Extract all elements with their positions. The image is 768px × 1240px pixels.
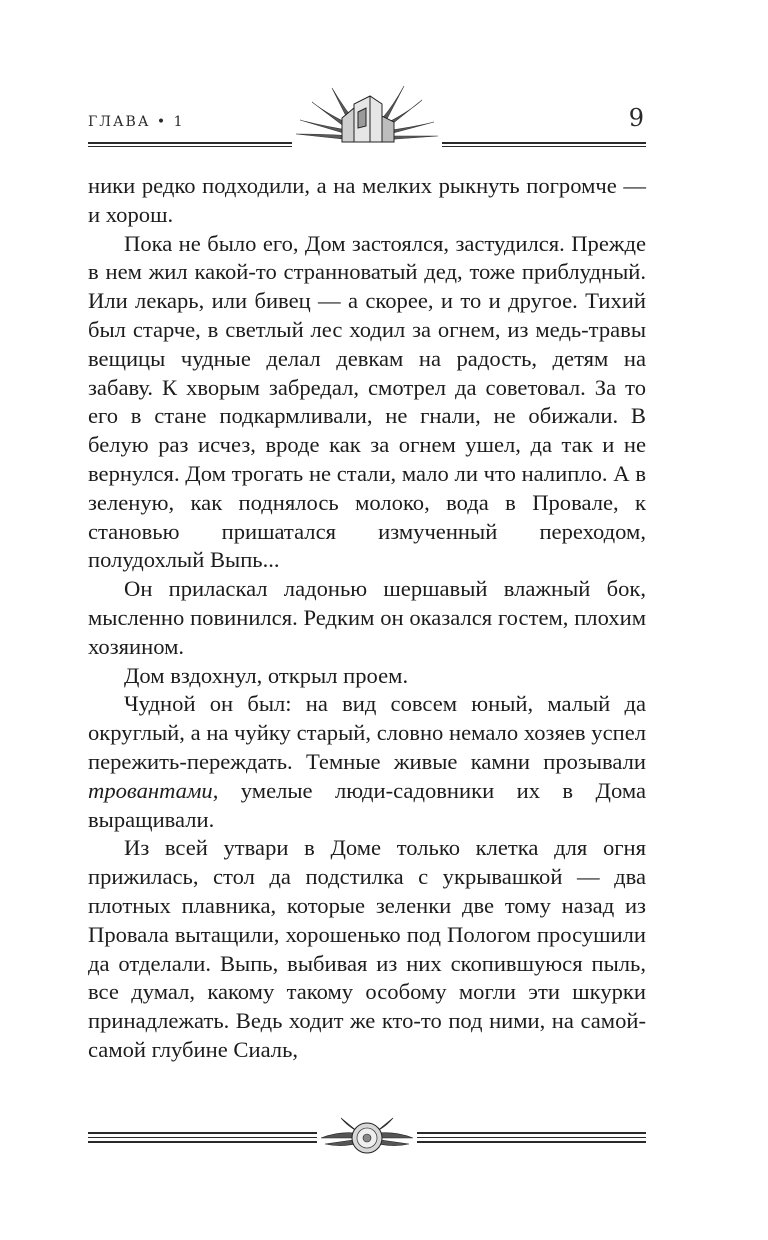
paragraph: ники редко подходили, а на мелких рыкнуть погромче — и хорош. — [88, 173, 646, 227]
italic-term: тровантами — [88, 777, 213, 803]
paragraph — [88, 690, 646, 834]
page-number: 9 — [628, 104, 644, 132]
paragraph: Дом вздохнул, открыл проем. — [124, 662, 409, 688]
page-header — [88, 88, 646, 148]
rosette-emblem-icon — [317, 1112, 417, 1160]
paragraph-text: Чудной он был: на вид совсем юный, малый да округлый, а на чуйку старый, словно немало хозяев успел пережить-переждать. Темные живые камни прозывали — [88, 691, 646, 774]
chapter-label: ГЛАВА • 1 — [88, 114, 185, 130]
paragraph: Он приласкал ладонью шершавый влажный бок, мысленно повинился. Редким он оказался гостем, плохим хозяином. — [88, 576, 646, 659]
body-text — [88, 172, 646, 1065]
leaf-emblem-icon — [292, 82, 442, 148]
paragraph: Пока не было его, Дом застоялся, застудился. Прежде в нем жил какой-то странноватый дед, тоже приблудный. Или лекарь, или бивец — а скорее, и то и другое. Тихий был старче, в светлый лес ходил за огнем, из медь-травы вещицы чудные делал девкам на радость, детям на забаву. К хворым забредал, смотрел да советовал. За то его в стане подкармливали, не гнали, не обижали. В белую раз исчез, вроде как за огнем ушел, да так и не вернулся. Дом трогать не стали, мало ли что налипло. А в зеленую, как поднялось молоко, вода в Провале, к становью пришатался измученный переходом, полудохлый Выпь... — [88, 230, 646, 573]
paragraph: Из всей утвари в Доме только клетка для огня прижилась, стол да подстилка с укрывашкой — два плотных плавника, которые зеленки две тому назад из Провала вытащили, хорошенько под Пологом просушили да отделали. Выпь, выбивая из них скопившуюся пыль, все думал, какому такому особому могли эти шкурки принадлежать. Ведь ходит же кто-то под ними, на самой-самой глубине Сиаль, — [88, 835, 646, 1062]
page-footer — [88, 1110, 646, 1160]
paragraph-text: , умелые люди-садовники их в Дома выращивали. — [88, 777, 646, 832]
